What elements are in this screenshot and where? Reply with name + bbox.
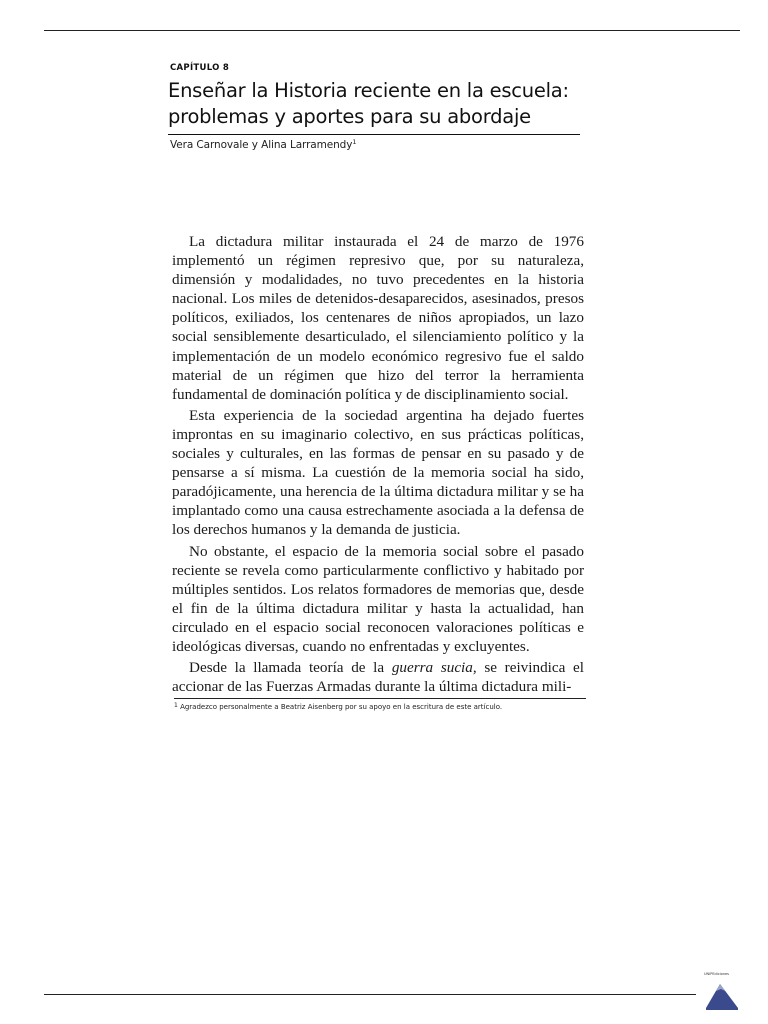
top-rule	[44, 30, 740, 31]
publisher-logo-text: UNIPEdiciones	[704, 972, 729, 976]
body-paragraph-4-start: Desde la llamada teoría de la	[189, 659, 392, 677]
body-paragraph-4-end: , se reivindica el accionar de las Fuerzas Armadas durante la última dictadura mili-	[172, 659, 584, 696]
body-paragraph-1: La dictadura militar instaurada el 24 de marzo de 1976 implementó un régimen represivo que, por su naturaleza, dimensión y modalidades, no tuvo precedentes en la historia nacional. Los miles de detenidos-desaparecidos, asesinados, presos políticos, exiliados, los centenares de niños apropiados, un lazo social sensiblemente desarticulado, el silenciamiento político y la implementación de un modelo económico regresivo fue el saldo material de un régimen que hizo del terror la herramienta fundamental de dominación política y de disciplinamiento social.	[172, 233, 584, 403]
footnote-separator	[174, 698, 586, 699]
title-underline	[168, 134, 580, 135]
chapter-title-line-1: Enseñar la Historia reciente en la escuela:	[168, 79, 569, 102]
body-paragraph-2: Esta experiencia de la sociedad argentina ha dejado fuertes improntas en su imaginario colectivo, en sus prácticas políticas, sociales y culturales, en las formas de pensar en su pasado y de pensarse a sí misma. La cuestión de la memoria social ha sido, paradójicamente, una herencia de la última dictadura militar y se ha implantado como una causa estrechamente asociada a la defensa de los derechos humanos y la demanda de justicia.	[172, 406, 584, 539]
chapter-title	[168, 78, 598, 130]
mountain-icon	[704, 978, 740, 1012]
authors-names: Vera Carnovale y Alina Larramendy	[170, 139, 353, 151]
authors-line	[170, 138, 356, 151]
body-paragraph-4	[172, 658, 584, 696]
body-paragraph-3: No obstante, el espacio de la memoria social sobre el pasado reciente se revela como particularmente conflictivo y habitado por múltiples sentidos. Los relatos formadores de memorias que, desde el fin de la última dictadura militar y hasta la actualidad, han circulado en el espacio social reconocen valoraciones políticas e ideológicas diversas, cuando no enfrentadas y excluyentes.	[172, 542, 584, 655]
chapter-title-line-2: problemas y aportes para su abordaje	[168, 105, 531, 128]
footnote-text: Agradezco personalmente a Beatriz Aisenberg por su apoyo en la escritura de este artículo.	[180, 703, 503, 711]
bottom-rule	[44, 994, 696, 995]
italic-term-guerra-sucia: guerra sucia	[391, 659, 473, 677]
footnote	[174, 702, 594, 711]
article-body	[172, 232, 584, 698]
chapter-label: CAPÍTULO 8	[170, 63, 230, 73]
publisher-logo	[704, 972, 740, 1014]
footnote-mark: 1	[174, 702, 178, 709]
author-footnote-mark: 1	[352, 138, 357, 146]
